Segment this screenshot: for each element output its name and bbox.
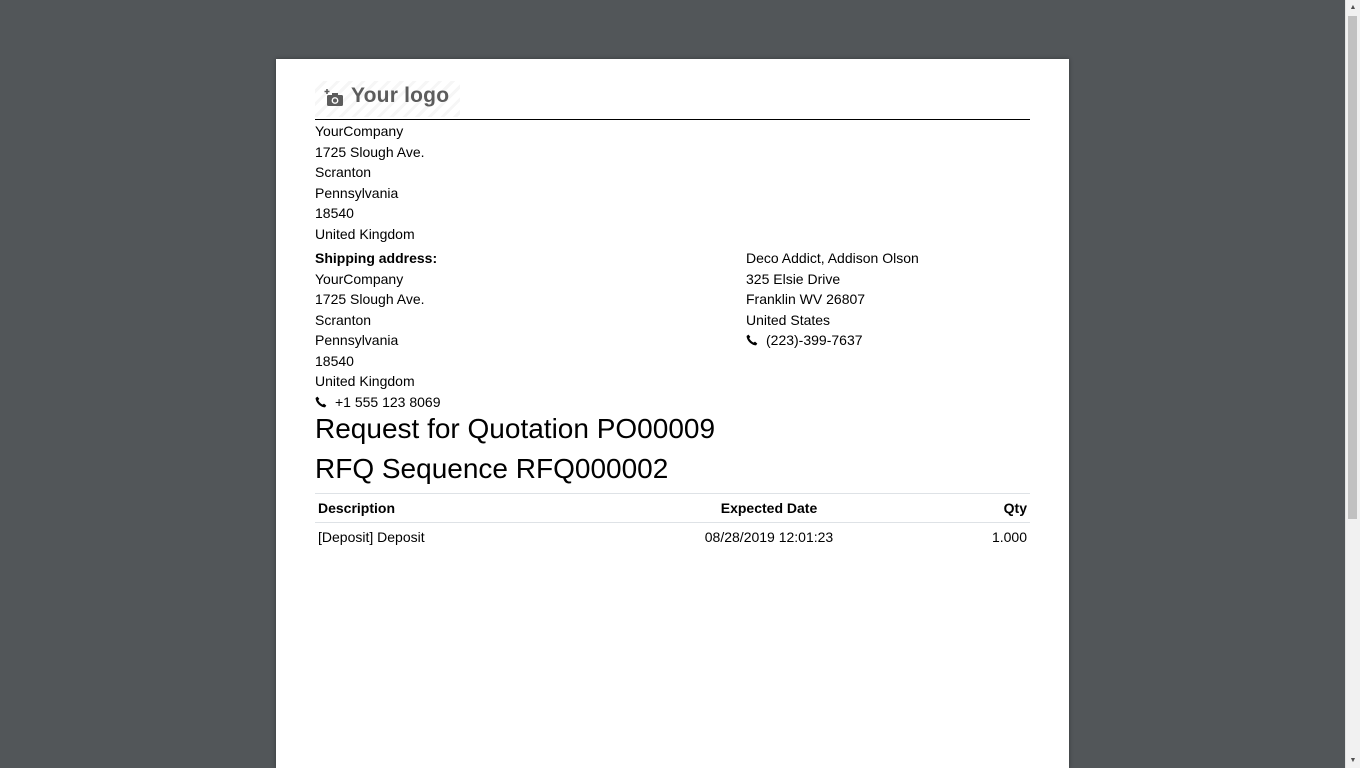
company-street: 1725 Slough Ave.	[315, 143, 425, 160]
company-logo	[315, 81, 460, 117]
company-country: United Kingdom	[315, 225, 415, 242]
row-expected-date: 08/28/2019 12:01:23	[704, 528, 834, 545]
table-header-row	[315, 494, 1030, 523]
report-content	[315, 81, 1030, 550]
table-row	[315, 523, 1030, 551]
order-lines-table	[315, 493, 1030, 550]
vendor-phone	[746, 330, 919, 351]
phone-icon	[746, 334, 758, 346]
rfq-title: Request for Quotation PO00009	[315, 413, 716, 444]
rfq-sequence-title: RFQ Sequence RFQ000002	[315, 453, 669, 484]
phone-icon	[315, 396, 327, 408]
company-zip: 18540	[315, 205, 354, 221]
scroll-up-arrow-icon[interactable]: ▲	[1349, 4, 1357, 11]
shipping-country: United Kingdom	[315, 373, 415, 389]
scroll-down-arrow-icon[interactable]: ▼	[1349, 757, 1357, 764]
report-page	[276, 59, 1069, 768]
company-name: YourCompany	[315, 123, 404, 139]
vendor-name: Deco Addict, Addison Olson	[746, 250, 919, 266]
shipping-name: YourCompany	[315, 270, 404, 287]
column-header-qty: Qty	[887, 494, 1030, 523]
address-columns	[315, 248, 1030, 408]
shipping-city: Scranton	[315, 311, 372, 328]
company-state: Pennsylvania	[315, 184, 399, 201]
logo-text: Your logo	[351, 84, 450, 107]
column-header-description: Description	[315, 494, 651, 523]
column-header-expected-date: Expected Date	[651, 494, 887, 523]
vendor-city: Franklin WV 26807	[746, 291, 866, 307]
shipping-address	[315, 248, 441, 412]
company-city: Scranton	[315, 164, 372, 180]
row-qty: 1.000	[991, 528, 1027, 545]
vendor-street: 325 Elsie Drive	[746, 270, 841, 287]
shipping-zip: 18540	[315, 352, 354, 369]
vertical-scrollbar[interactable]	[1345, 0, 1360, 768]
scrollbar-thumb[interactable]	[1348, 16, 1357, 519]
shipping-state: Pennsylvania	[315, 332, 399, 348]
camera-plus-icon	[324, 88, 344, 108]
shipping-phone-number: +1 555 123 8069	[335, 393, 441, 410]
row-description: [Deposit] Deposit	[318, 528, 425, 545]
shipping-phone	[315, 392, 441, 413]
company-address	[315, 121, 1030, 244]
header-divider	[315, 119, 1030, 120]
vendor-country: United States	[746, 311, 831, 328]
vendor-address	[746, 248, 919, 351]
shipping-address-label: Shipping address:	[315, 250, 438, 266]
vendor-phone-number: (223)-399-7637	[766, 332, 863, 348]
shipping-street: 1725 Slough Ave.	[315, 291, 425, 307]
